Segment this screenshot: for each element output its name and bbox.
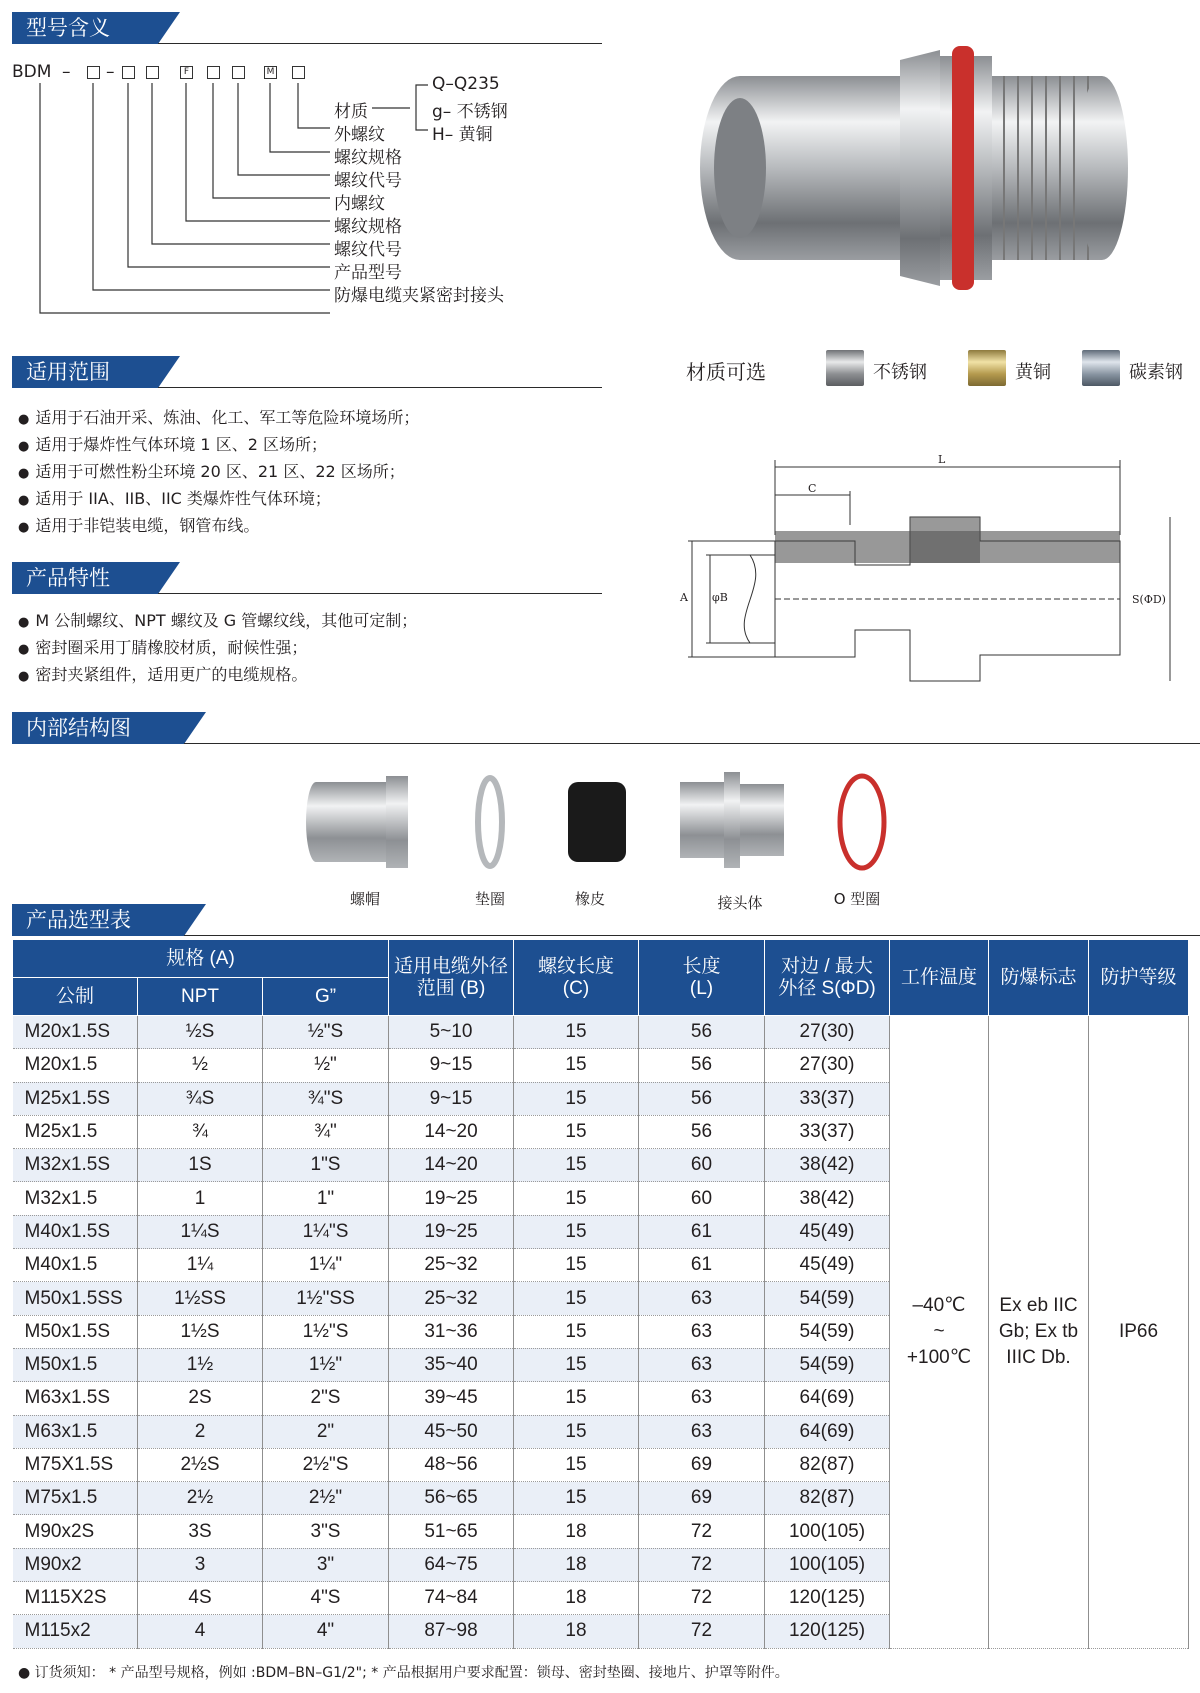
swatch-label: 黄铜: [1015, 362, 1051, 383]
table-cell: 14~20: [389, 1115, 514, 1148]
table-cell: M50x1.5SS: [13, 1282, 138, 1315]
code-box-m: M: [264, 66, 277, 79]
table-cell: 82(87): [765, 1482, 890, 1515]
header-npt: NPT: [138, 978, 263, 1016]
table-cell: 1½"SS: [263, 1282, 389, 1315]
table-cell: 15: [514, 1082, 639, 1115]
list-item: ● 适用于爆炸性气体环境 1 区、2 区场所；: [18, 431, 419, 458]
ex-mark-line: IIIC Db.: [1006, 1346, 1071, 1368]
table-cell: M40x1.5: [13, 1249, 138, 1282]
table-cell: 2S: [138, 1382, 263, 1415]
model-code-diagram: [12, 60, 572, 330]
table-cell: M75x1.5: [13, 1482, 138, 1515]
table-cell: ½"S: [263, 1016, 389, 1049]
table-cell: 61: [639, 1215, 765, 1248]
table-cell: 14~20: [389, 1149, 514, 1182]
header-spec: 规格 (A): [13, 940, 389, 978]
table-cell: 4"S: [263, 1582, 389, 1615]
scope-list: [18, 404, 419, 539]
order-notes: ● 订货须知： * 产品型号规格，例如 :BDM–BN–G1/2"; * 产品根据用户要求配置：锁母、密封垫圈、接地片、护罩等附件。: [18, 1665, 789, 1681]
table-cell: 4: [138, 1615, 263, 1648]
table-cell: 1½": [263, 1348, 389, 1381]
table-cell: ¾"S: [263, 1082, 389, 1115]
table-cell: 69: [639, 1482, 765, 1515]
table-cell: 54(59): [765, 1282, 890, 1315]
drawing-lines: [680, 455, 1180, 705]
parts-illustration: [300, 770, 900, 890]
table-cell: 120(125): [765, 1582, 890, 1615]
table-cell: 64(69): [765, 1415, 890, 1448]
label-product-model: 产品型号: [334, 263, 402, 283]
table-cell: 63: [639, 1282, 765, 1315]
table-cell: 3S: [138, 1515, 263, 1548]
table-cell: 15: [514, 1382, 639, 1415]
table-cell: M20x1.5S: [13, 1016, 138, 1049]
table-cell: 2½S: [138, 1448, 263, 1481]
table-cell: M115X2S: [13, 1582, 138, 1615]
material-option: g– 不锈钢: [432, 102, 508, 122]
body-part: [680, 772, 784, 868]
header-cable: [389, 940, 514, 1016]
material-option: H– 黄铜: [432, 125, 493, 145]
header-across-line1: 对边 / 最大: [781, 955, 873, 977]
section-title: 型号含义: [12, 12, 158, 44]
material-option: Q–Q235: [432, 74, 500, 94]
header-length-line2: (L): [689, 977, 714, 999]
swatch-stainless: [826, 350, 864, 386]
table-cell: M90x2: [13, 1548, 138, 1581]
table-cell: 1S: [138, 1149, 263, 1182]
table-cell: M115x2: [13, 1615, 138, 1648]
label-product-name: 防爆电缆夹紧密封接头: [334, 286, 504, 306]
label-material: 材质: [334, 102, 368, 122]
table-cell: 15: [514, 1249, 639, 1282]
table-cell: 63: [639, 1315, 765, 1348]
table-cell: 18: [514, 1515, 639, 1548]
table-cell: 1¼"S: [263, 1215, 389, 1248]
temp-line: ~: [933, 1320, 945, 1342]
table-cell: 15: [514, 1415, 639, 1448]
table-body: [13, 1016, 1189, 1649]
table-cell: 2": [263, 1415, 389, 1448]
section-title: 产品选型表: [12, 904, 184, 936]
table-cell: 2½: [138, 1482, 263, 1515]
model-prefix: BDM: [12, 62, 52, 82]
divider: [158, 593, 602, 594]
table-cell: 9~15: [389, 1049, 514, 1082]
table-cell: M25x1.5: [13, 1115, 138, 1148]
table-cell: 82(87): [765, 1448, 890, 1481]
divider: [158, 43, 602, 44]
table-cell: 63: [639, 1415, 765, 1448]
table-cell: M63x1.5: [13, 1415, 138, 1448]
table-cell: 38(42): [765, 1182, 890, 1215]
rubber-part: [568, 782, 626, 862]
table-cell: 35~40: [389, 1348, 514, 1381]
table-cell: 72: [639, 1515, 765, 1548]
table-cell: 15: [514, 1115, 639, 1148]
header-cable-line2: 范围 (B): [416, 977, 486, 999]
dim-L: L: [938, 453, 946, 466]
list-item: ● 密封圈采用丁腈橡胶材质，耐候性强；: [18, 634, 417, 661]
table-cell: 74~84: [389, 1582, 514, 1615]
table-cell: 1"S: [263, 1149, 389, 1182]
label-thread-code: 螺纹代号: [334, 240, 402, 260]
table-cell: 60: [639, 1182, 765, 1215]
table-cell: 18: [514, 1582, 639, 1615]
part-label-washer: 垫圈: [474, 890, 505, 908]
table-cell: 9~15: [389, 1082, 514, 1115]
table-cell: 56: [639, 1049, 765, 1082]
table-cell: 2½"S: [263, 1448, 389, 1481]
o-ring-part: [840, 776, 884, 868]
header-ip: 防护等级: [1089, 940, 1189, 1016]
section-title: 内部结构图: [12, 712, 184, 744]
technical-drawing: [680, 455, 1180, 705]
table-cell: 38(42): [765, 1149, 890, 1182]
table-cell: 4S: [138, 1582, 263, 1615]
table-cell: 45(49): [765, 1215, 890, 1248]
part-label-rubber: 橡皮: [574, 890, 605, 908]
swatch-label: 不锈钢: [873, 362, 927, 383]
table-cell: 64~75: [389, 1548, 514, 1581]
header-metric: 公制: [13, 978, 138, 1016]
table-cell: 3": [263, 1548, 389, 1581]
divider: [184, 743, 1200, 744]
table-cell: ½: [138, 1049, 263, 1082]
table-cell: 31~36: [389, 1315, 514, 1348]
divider: [158, 387, 602, 388]
dim-S: S(ΦD): [1132, 593, 1166, 606]
ex-mark-line: Ex eb IIC: [999, 1294, 1078, 1316]
table-cell: 3"S: [263, 1515, 389, 1548]
table-cell: ½S: [138, 1016, 263, 1049]
table-cell: 15: [514, 1215, 639, 1248]
table-cell: 69: [639, 1448, 765, 1481]
table-cell: 63: [639, 1382, 765, 1415]
table-cell: 120(125): [765, 1615, 890, 1648]
table-cell: 5~10: [389, 1016, 514, 1049]
table-cell: M90x2S: [13, 1515, 138, 1548]
label-internal-thread: 内螺纹: [334, 194, 385, 214]
table-cell: 19~25: [389, 1182, 514, 1215]
label-thread-spec: 螺纹规格: [334, 217, 402, 237]
header-thread: [514, 940, 639, 1016]
dim-A: A: [680, 591, 688, 604]
table-cell: 15: [514, 1482, 639, 1515]
table-cell: M20x1.5: [13, 1049, 138, 1082]
cable-gland-photo: [700, 40, 1140, 300]
table-cell: 2: [138, 1415, 263, 1448]
table-cell: 15: [514, 1182, 639, 1215]
table-cell: 4": [263, 1615, 389, 1648]
code-box: [87, 66, 100, 79]
code-box: [146, 66, 159, 79]
nut-part: [306, 776, 408, 868]
table-cell: 39~45: [389, 1382, 514, 1415]
table-cell: 87~98: [389, 1615, 514, 1648]
dash: –: [106, 62, 115, 82]
table-cell: ½": [263, 1049, 389, 1082]
table-cell: 15: [514, 1348, 639, 1381]
code-box: [292, 66, 305, 79]
table-cell: 45(49): [765, 1249, 890, 1282]
table-cell: 56: [639, 1115, 765, 1148]
features-list: [18, 607, 417, 688]
swatch-label: 碳素钢: [1129, 362, 1183, 383]
list-item: ● 密封夹紧组件，适用更广的电缆规格。: [18, 661, 417, 688]
code-box: [122, 66, 135, 79]
table-cell: M63x1.5S: [13, 1382, 138, 1415]
code-box: [232, 66, 245, 79]
header-length-line1: 长度: [682, 955, 721, 977]
swatch-carbon-steel: [1082, 350, 1120, 386]
table-cell: 1¼: [138, 1249, 263, 1282]
washer-part: [478, 778, 502, 866]
label-thread-code: 螺纹代号: [334, 171, 402, 191]
table-cell: 1½"S: [263, 1315, 389, 1348]
table-cell: 1": [263, 1182, 389, 1215]
code-box: [207, 66, 220, 79]
table-cell: M40x1.5S: [13, 1215, 138, 1248]
table-cell: 2"S: [263, 1382, 389, 1415]
header-g: G”: [263, 978, 389, 1016]
table-cell: M32x1.5: [13, 1182, 138, 1215]
table-cell: 15: [514, 1016, 639, 1049]
table-cell: 25~32: [389, 1282, 514, 1315]
list-item: ● 适用于 IIA、IIB、IIC 类爆炸性气体环境；: [18, 485, 419, 512]
ip-rating-cell: IP66: [1089, 1016, 1189, 1649]
table-cell: M32x1.5S: [13, 1149, 138, 1182]
table-cell: 51~65: [389, 1515, 514, 1548]
table-cell: 61: [639, 1249, 765, 1282]
table-cell: M25x1.5S: [13, 1082, 138, 1115]
section-title: 适用范围: [12, 356, 158, 388]
ex-mark-cell: [989, 1016, 1089, 1649]
dash: –: [62, 62, 71, 82]
table-cell: 18: [514, 1548, 639, 1581]
table-cell: 19~25: [389, 1215, 514, 1248]
header-ex: 防爆标志: [989, 940, 1089, 1016]
table-cell: 18: [514, 1615, 639, 1648]
table-cell: 54(59): [765, 1315, 890, 1348]
code-box-f: F: [180, 66, 193, 79]
table-cell: 15: [514, 1149, 639, 1182]
table-cell: 1¼": [263, 1249, 389, 1282]
table-cell: 33(37): [765, 1082, 890, 1115]
table-cell: 72: [639, 1582, 765, 1615]
table-cell: 100(105): [765, 1515, 890, 1548]
header-thread-line2: (C): [562, 977, 590, 999]
table-cell: ¾": [263, 1115, 389, 1148]
header-temp: 工作温度: [890, 940, 989, 1016]
table-cell: 60: [639, 1149, 765, 1182]
table-cell: 27(30): [765, 1049, 890, 1082]
ex-mark-line: Gb; Ex tb: [998, 1320, 1079, 1342]
table-cell: 48~56: [389, 1448, 514, 1481]
label-external-thread: 外螺纹: [334, 125, 385, 145]
table-cell: 33(37): [765, 1115, 890, 1148]
divider: [184, 935, 1200, 936]
table-cell: 15: [514, 1282, 639, 1315]
table-cell: ¾S: [138, 1082, 263, 1115]
temp-line: –40℃: [912, 1294, 966, 1316]
header-length: [639, 940, 765, 1016]
temp-cell: [890, 1016, 989, 1649]
header-cable-line1: 适用电缆外径: [393, 955, 508, 977]
table-cell: 1½S: [138, 1315, 263, 1348]
list-item: ● 适用于可燃性粉尘环境 20 区、21 区、22 区场所；: [18, 458, 419, 485]
table-cell: 56: [639, 1016, 765, 1049]
list-item: ● 适用于非铠装电缆，钢管布线。: [18, 512, 419, 539]
list-item: ● M 公制螺纹、NPT 螺纹及 G 管螺纹线，其他可定制；: [18, 607, 417, 634]
table-cell: 2½": [263, 1482, 389, 1515]
table-cell: 27(30): [765, 1016, 890, 1049]
table-cell: 54(59): [765, 1348, 890, 1381]
temp-line: +100℃: [906, 1346, 972, 1368]
dim-B: φB: [712, 591, 728, 604]
table-cell: 25~32: [389, 1249, 514, 1282]
section-title: 产品特性: [12, 562, 158, 594]
table-cell: 1¼S: [138, 1215, 263, 1248]
table-cell: 72: [639, 1615, 765, 1648]
part-label-oring: O 型圈: [833, 890, 881, 908]
table-cell: ¾: [138, 1115, 263, 1148]
table-cell: 72: [639, 1548, 765, 1581]
table-cell: 1: [138, 1182, 263, 1215]
table-row: [13, 1016, 1189, 1049]
table-cell: M75X1.5S: [13, 1448, 138, 1481]
header-thread-line1: 螺纹长度: [537, 955, 614, 977]
table-cell: 3: [138, 1548, 263, 1581]
table-cell: 1½SS: [138, 1282, 263, 1315]
material-select-title: 材质可选: [686, 360, 766, 384]
table-cell: 56: [639, 1082, 765, 1115]
table-cell: M50x1.5S: [13, 1315, 138, 1348]
table-cell: 100(105): [765, 1548, 890, 1581]
part-label-body: 接头体: [717, 894, 763, 912]
table-cell: M50x1.5: [13, 1348, 138, 1381]
dim-C: C: [808, 482, 817, 495]
table-cell: 15: [514, 1448, 639, 1481]
label-thread-spec: 螺纹规格: [334, 148, 402, 168]
part-label-nut: 螺帽: [349, 890, 380, 908]
table-cell: 64(69): [765, 1382, 890, 1415]
table-cell: 56~65: [389, 1482, 514, 1515]
header-across-line2: 外径 S(ΦD): [778, 977, 876, 999]
table-cell: 15: [514, 1049, 639, 1082]
list-item: ● 适用于石油开采、炼油、化工、军工等危险环境场所；: [18, 404, 419, 431]
selection-table: [12, 939, 1189, 1649]
table-cell: 15: [514, 1315, 639, 1348]
table-cell: 63: [639, 1348, 765, 1381]
table-cell: 1½: [138, 1348, 263, 1381]
header-across: [765, 940, 890, 1016]
swatch-brass: [968, 350, 1006, 386]
table-cell: 45~50: [389, 1415, 514, 1448]
